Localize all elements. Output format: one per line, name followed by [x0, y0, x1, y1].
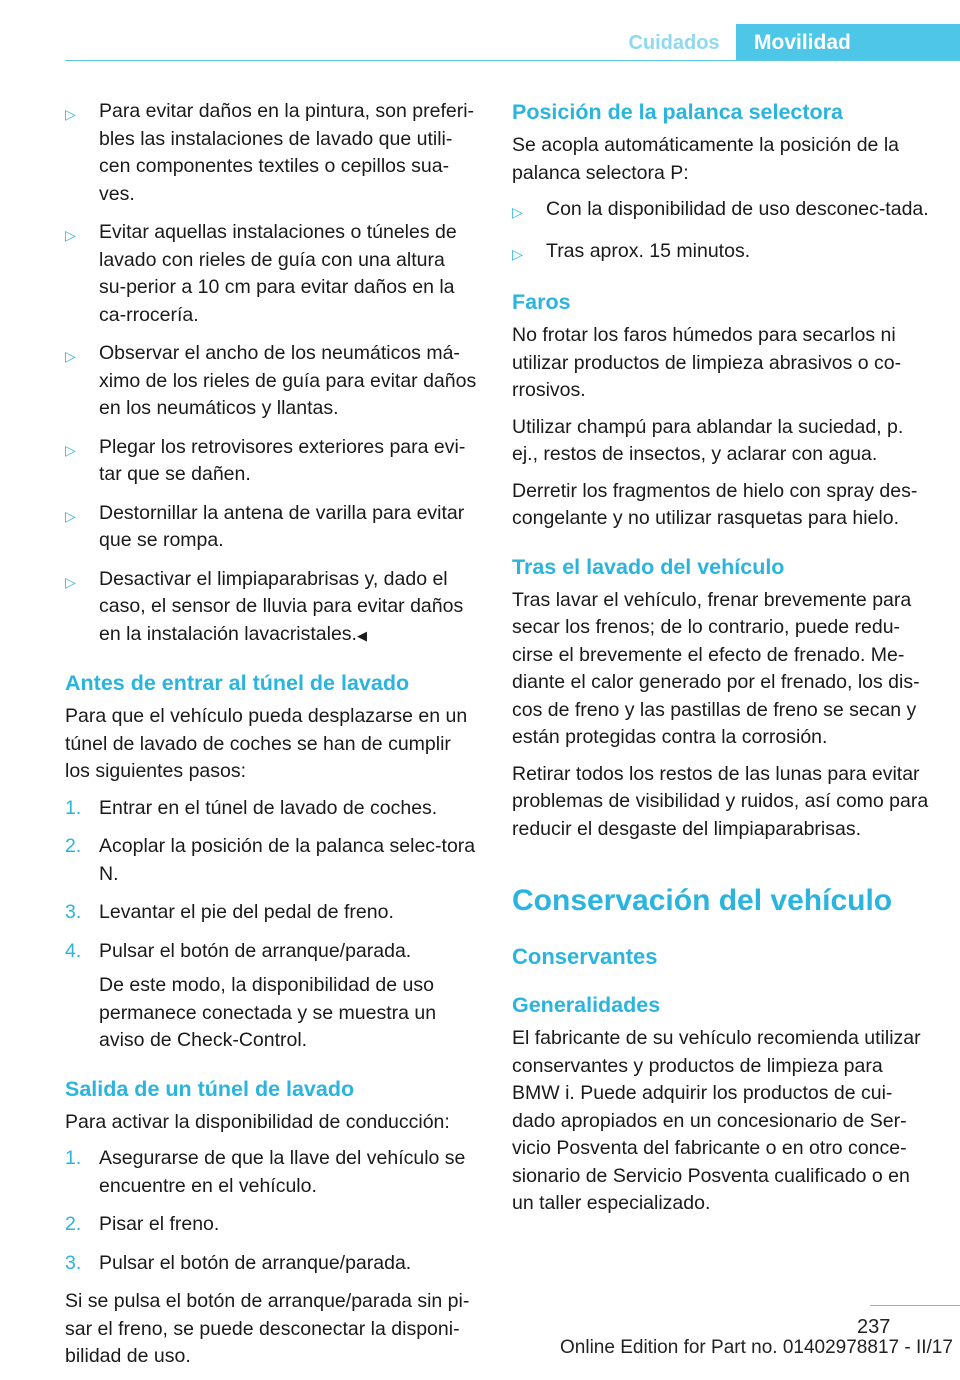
page-number: 237	[857, 1316, 891, 1338]
step-item	[65, 899, 477, 927]
step-text: Asegurarse de que la llave del vehículo se encuentre en el vehículo.	[99, 1147, 466, 1197]
list-item	[65, 219, 477, 329]
step-note: De este modo, la disponibilidad de uso permanece conectada y se muestra un aviso de Check-Control.	[99, 974, 437, 1051]
step-text: Levantar el pie del pedal de freno.	[99, 901, 394, 923]
step-item	[65, 1250, 477, 1278]
section-intro: Para que el vehículo pueda desplazarse en un túnel de lavado de coches se han de cumplir los siguientes pasos:	[65, 705, 468, 782]
step-text: Pisar el freno.	[99, 1213, 220, 1235]
section-heading-faros: Faros	[512, 290, 571, 314]
bullet-marker-icon: ▷	[65, 441, 76, 458]
section-heading-palanca: Posición de la palanca selectora	[512, 100, 844, 124]
chapter-title: Conservación del vehículo	[512, 884, 893, 917]
section-outro: Si se pulsa el botón de arranque/parada sin pi-sar el freno, se puede desconectar la disponi-bilidad de uso.	[65, 1290, 470, 1367]
step-text: Entrar en el túnel de lavado de coches.	[99, 796, 438, 819]
bullet-marker-icon: ▷	[65, 348, 76, 364]
step-item	[65, 833, 477, 888]
section-heading-entrar: Antes de entrar al túnel de lavado	[65, 671, 410, 695]
list-item-text: Evitar aquellas instalaciones o túneles de lavado con rieles de guía con una altura su-perior a 10 cm para evitar daños en la ca-rrocería.	[99, 221, 457, 326]
right-column	[512, 98, 932, 1227]
list-item	[512, 238, 932, 269]
section-heading-generalidades: Generalidades	[512, 993, 661, 1017]
list-item-text	[99, 566, 477, 650]
step-number: 2.	[65, 835, 82, 857]
bullet-marker-icon: ▷	[512, 245, 523, 262]
step-number: 3.	[65, 1251, 82, 1274]
tab-movilidad[interactable]: Movilidad	[736, 24, 960, 61]
step-item	[65, 1145, 477, 1200]
list-item-text: Plegar los retrovisores exteriores para evi-tar que se dañen.	[99, 435, 466, 485]
paragraph: Retirar todos los restos de las lunas para evitar problemas de visibilidad y ruidos, así como para reducir el desgaste del limpiaparabrisas.	[512, 762, 929, 840]
step-item	[65, 795, 477, 823]
step-number: 2.	[65, 1213, 82, 1235]
footer-edition: Online Edition for Part no. 01402978817 - II/17	[560, 1337, 953, 1358]
paragraph: Derretir los fragmentos de hielo con spray des-congelante y no utilizar rasquetas para hielo.	[512, 479, 918, 529]
tab-cuidados[interactable]: Cuidados	[628, 31, 720, 54]
step-item	[65, 1211, 477, 1239]
list-item-text: Para evitar daños en la pintura, son preferi-bles las instalaciones de lavado que utili-cen componentes textiles o cepillos sua-ves.	[99, 100, 475, 205]
list-item-text-main: Desactivar el limpiaparabrisas y, dado el caso, el sensor de lluvia para evitar daños en la instalación lavacristales.	[99, 567, 464, 645]
bullet-marker-icon: ▷	[65, 573, 76, 590]
step-text: Acoplar la posición de la palanca selec-tora N.	[99, 835, 476, 885]
list-item-text: Destornillar la antena de varilla para evitar que se rompa.	[99, 501, 465, 551]
footer-rule	[870, 1305, 960, 1306]
step-text: Pulsar el botón de arranque/parada.	[99, 939, 412, 962]
step-number: 4.	[65, 939, 82, 962]
list-item	[65, 340, 477, 423]
paragraph: El fabricante de su vehículo recomienda utilizar conservantes y productos de limpieza para BMW i. Puede adquirir los productos de cui-dado apropiados en un concesionario de Ser-vicio Posventa del fabricante o en otro conce-sionario de Servicio Posventa cualificado o en un taller especializado.	[512, 1027, 921, 1214]
left-column	[65, 98, 477, 1380]
step-number: 1.	[65, 1147, 82, 1169]
list-item-text: Tras aprox. 15 minutos.	[546, 239, 751, 262]
bullet-marker-icon: ▷	[65, 507, 76, 524]
step-text: Pulsar el botón de arranque/parada.	[99, 1251, 412, 1274]
list-item	[65, 434, 477, 489]
list-item-text: Con la disponibilidad de uso desconec-tada.	[546, 198, 929, 220]
end-marker-icon: ◀	[356, 627, 367, 643]
step-number: 1.	[65, 796, 82, 819]
section-intro: Para activar la disponibilidad de conducción:	[65, 1110, 450, 1133]
bullet-marker-icon: ▷	[65, 106, 76, 122]
section-heading-tras-lavado: Tras el lavado del vehículo	[512, 554, 785, 579]
list-item	[65, 98, 477, 208]
paragraph: No frotar los faros húmedos para secarlos ni utilizar productos de limpieza abrasivos o co-rrosivos.	[512, 324, 902, 401]
list-item-text: Observar el ancho de los neumáticos má-ximo de los rieles de guía para evitar daños en los neumáticos y llantas.	[99, 342, 477, 419]
list-item	[65, 566, 477, 650]
paragraph: Utilizar champú para ablandar la suciedad, p. ej., restos de insectos, y aclarar con agua.	[512, 415, 904, 465]
step-item	[65, 938, 477, 966]
section-heading-salida: Salida de un túnel de lavado	[65, 1076, 355, 1101]
bullet-marker-icon: ▷	[65, 227, 76, 243]
subchapter-title: Conservantes	[512, 944, 658, 969]
bullet-marker-icon: ▷	[512, 204, 523, 220]
section-intro: Se acopla automáticamente la posición de la palanca selectora P:	[512, 134, 899, 184]
list-item	[65, 500, 477, 555]
header-rule	[65, 60, 960, 61]
paragraph: Tras lavar el vehículo, frenar brevemente para secar los frenos; de lo contrario, puede redu-cirse el brevemente el efecto de frenado. Me-diante el calor generado por el frenado, los dis-cos de freno y las pastillas de freno se secan y están protegidas contra la corrosión.	[512, 588, 920, 748]
list-item	[512, 196, 932, 227]
step-number: 3.	[65, 901, 82, 923]
